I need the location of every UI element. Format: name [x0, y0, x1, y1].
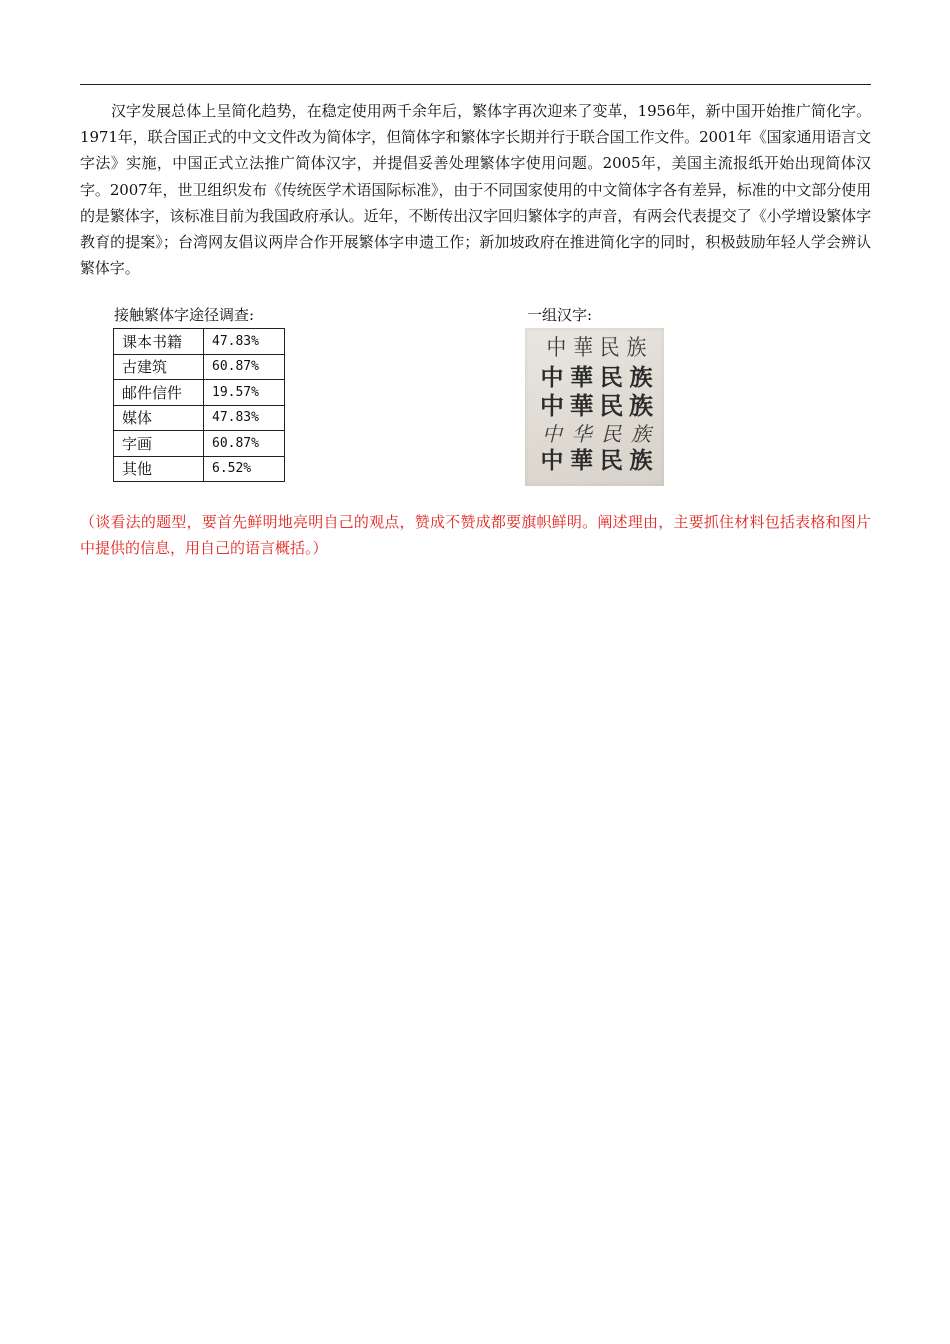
header-rule [80, 84, 871, 85]
char: 中 [540, 448, 564, 474]
percent-cell: 6.52% [204, 456, 285, 482]
char-group-title: 一组汉字: [527, 306, 593, 324]
category-cell: 字画 [114, 431, 204, 457]
calligraphy-image [525, 328, 664, 486]
table-row [114, 329, 285, 355]
category-cell: 其他 [114, 456, 204, 482]
table-row [114, 431, 285, 457]
percent-cell: 60.87% [204, 431, 285, 457]
char: 華 [570, 365, 594, 391]
char: 民 [601, 422, 622, 446]
char: 民 [599, 336, 620, 361]
body-paragraph: 汉字发展总体上呈简化趋势，在稳定使用两千余年后，繁体字再次迎来了变革，1956年，新中国开始推广简化字。1971年，联合国正式的中文文件改为简体字，但简体字和繁体字长期并行于联合国工作文件。2001年《国家通用语言文字法》实施，中国正式立法推广简体汉字，并提倡妥善处理繁体字使用问题。2005年，美国主流报纸开始出现简体汉字。2007年，世卫组织发布《传统医学术语国际标准》，由于不同国家使用的中文简体字各有差异，标准的中文部分使用的是繁体字，该标准目前为我国政府承认。近年，不断传出汉字回归繁体字的声音，有两会代表提交了《小学增设繁体字教育的提案》；台湾网友倡议两岸合作开展繁体字申遗工作；新加坡政府在推进简化字的同时，积极鼓励年轻人学会辨认繁体字。 [80, 102, 871, 278]
char-row-clerical [539, 367, 654, 390]
char: 民 [599, 365, 623, 391]
category-cell: 媒体 [114, 405, 204, 431]
char: 華 [570, 448, 594, 474]
char: 民 [599, 448, 623, 474]
percent-cell: 19.57% [204, 380, 285, 406]
char: 华 [571, 422, 592, 446]
char: 中 [540, 391, 564, 420]
char-row-regular [539, 391, 654, 420]
char: 族 [626, 336, 647, 361]
char: 族 [629, 448, 653, 474]
char: 華 [569, 391, 594, 420]
table-row [114, 456, 285, 482]
percent-cell: 60.87% [204, 354, 285, 380]
char: 華 [573, 336, 594, 361]
category-cell: 古建筑 [114, 354, 204, 380]
char: 中 [540, 365, 564, 391]
char: 族 [628, 391, 653, 420]
char: 族 [630, 422, 651, 446]
char: 中 [542, 422, 562, 446]
category-cell: 邮件信件 [114, 380, 204, 406]
percent-cell: 47.83% [204, 329, 285, 355]
char: 中 [546, 336, 567, 361]
survey-table [113, 328, 285, 482]
char: 族 [629, 365, 653, 391]
char-row-cursive [539, 424, 654, 444]
table-row [114, 380, 285, 406]
table-row [114, 354, 285, 380]
char: 民 [599, 391, 624, 420]
answer-hint-note: （谈看法的题型，要首先鲜明地亮明自己的观点，赞成不赞成都要旗帜鲜明。阐述理由，主要抓住材料包括表格和图片中提供的信息，用自己的语言概括。） [80, 513, 871, 558]
char-row-seal [545, 338, 649, 360]
survey-title: 接触繁体字途径调查: [114, 306, 255, 324]
table-row [114, 405, 285, 431]
char-row-print [539, 450, 654, 473]
category-cell: 课本书籍 [114, 329, 204, 355]
percent-cell: 47.83% [204, 405, 285, 431]
